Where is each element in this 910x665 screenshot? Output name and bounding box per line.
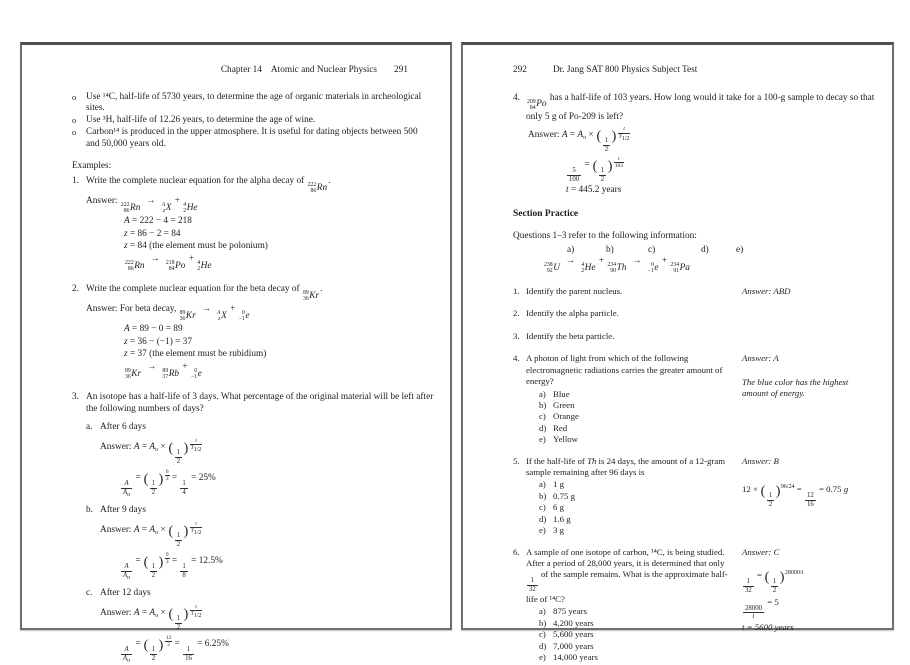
- option-row: [539, 641, 733, 652]
- option-row: [539, 411, 733, 422]
- example-1-step: z = 84 (the element must be polonium): [124, 241, 268, 252]
- option-letter: b): [539, 490, 547, 501]
- practice-q-number: 4.: [513, 353, 520, 364]
- example-1-question: Write the complete nuclear equation for the alpha decay of 222 86 Rn .: [86, 175, 331, 195]
- option-text: Yellow: [553, 434, 579, 445]
- example-3: [72, 391, 434, 665]
- questions-intro: Questions 1–3 refer to the following information:: [513, 231, 697, 242]
- option-letter: e): [539, 525, 546, 536]
- option-text: Orange: [553, 411, 579, 422]
- option-row: [539, 606, 733, 617]
- right-page-header: [513, 65, 874, 77]
- option-row: [539, 423, 733, 434]
- page-left: [20, 42, 452, 664]
- question-4-step: $\frac{5}{100}$ = ( $\frac{1}{2}$ ) $\frac{t}{103}$: [569, 156, 623, 183]
- example-3-part-b: [86, 505, 441, 581]
- practice-q-text: Identify the alpha particle.: [526, 308, 619, 319]
- option-row: [539, 502, 733, 513]
- option-letter: e): [539, 652, 546, 663]
- part-calc-formula: $\frac{A}{Ao}$ = ( $\frac{1}{2}$ ) $\frac{9}{3}$ = $\frac{1}{8}$ = 12.5%: [123, 551, 223, 581]
- examples-label: Examples:: [72, 161, 112, 172]
- decay-chain-equation: 238 92 U → 4 2 He + 234 90 Th → 0 −1 e + 234 91 Pa: [544, 256, 690, 275]
- margin-answer-5: Answer: B: [742, 455, 779, 466]
- option-letter: c): [539, 411, 546, 422]
- option-row: [539, 629, 733, 640]
- part-calc-formula: $\frac{A}{Ao}$ = ( $\frac{1}{2}$ ) $\frac{6}{3}$ = $\frac{1}{4}$ = 25%: [123, 468, 216, 498]
- example-1: [72, 176, 428, 274]
- option-row: [539, 525, 733, 536]
- option-text: 875 years: [553, 606, 587, 617]
- margin-formula-5: 12 × ( $\frac{1}{2}$ )$^{96/24}$ = $\frac{12}{16}$ = 0.75 g: [742, 484, 849, 508]
- option-letter: c): [539, 502, 546, 513]
- part-label: c.: [86, 588, 93, 599]
- choice-letter: a): [567, 245, 575, 255]
- option-letter: a): [539, 606, 546, 617]
- example-1-step: A = 222 − 4 = 218: [124, 215, 192, 226]
- options-list: [539, 389, 733, 446]
- example-1-number: 1.: [72, 175, 79, 186]
- option-row: [539, 434, 733, 445]
- part-title: After 9 days: [100, 505, 146, 516]
- example-2-answer: Answer: For beta decay, 89 36 Kr → A z X + 0 −1 e: [86, 303, 250, 323]
- margin-answer-1: Answer: ABD: [742, 285, 791, 296]
- choice-letters-row: [513, 245, 874, 256]
- question-4-text: 209 84 Po has a half-life of 103 years. How long would it take for a 100-g sample to decay so that only 5 g of Po-209 is left?: [526, 92, 875, 122]
- option-text: 3 g: [553, 525, 564, 536]
- option-letter: a): [539, 388, 546, 399]
- part-label: b.: [86, 505, 93, 516]
- margin-formula-6b: $\frac{28000}{t}$ = 5: [745, 596, 779, 621]
- margin-formula-6a: $\frac{1}{32}$ = ( $\frac{1}{2}$ )$^{28000/t}$: [745, 569, 804, 594]
- practice-question-6: [513, 547, 874, 664]
- option-row: [539, 652, 733, 663]
- question-4-number: 4.: [513, 92, 520, 103]
- question-4-answer-formula: Answer: $A = A_o$ × ( $\frac{1}{2}$ ) $\frac{t}{T1/2}$: [528, 126, 630, 154]
- bullet-marker: o: [72, 126, 77, 137]
- practice-question-4: [513, 353, 874, 445]
- margin-note-4: The blue color has the highest amount of energy.: [742, 376, 849, 399]
- bullet-marker: o: [72, 91, 77, 102]
- part-calc-formula: $\frac{A}{Ao}$ = ( $\frac{1}{2}$ ) $\frac{12}{3}$ = $\frac{1}{16}$ = 6.25%: [123, 634, 229, 664]
- option-text: 1 g: [553, 479, 564, 490]
- chapter-title: Atomic and Nuclear Physics: [270, 65, 378, 75]
- margin-formula-6c: t = 5600 years: [742, 622, 794, 633]
- practice-q-number: 2.: [513, 308, 520, 319]
- choice-letter: e): [736, 245, 744, 255]
- chapter-label: Chapter 14: [220, 65, 262, 75]
- option-text: 7,000 years: [553, 640, 594, 651]
- example-2-number: 2.: [72, 283, 79, 294]
- example-2-question: Write the complete nuclear equation for the beta decay of 89 36 Kr .: [86, 283, 323, 303]
- practice-q-text: Identify the parent nucleus.: [526, 285, 623, 296]
- example-3-part-a: [86, 422, 441, 498]
- example-1-step: z = 86 − 2 = 84: [124, 228, 181, 239]
- option-letter: a): [539, 479, 546, 490]
- part-answer-formula: Answer: $A = A_o$ × ( $\frac{1}{2}$ ) $\frac{t}{T1/2}$: [100, 521, 202, 548]
- practice-q-number: 5.: [513, 455, 520, 466]
- option-text: Blue: [553, 388, 570, 399]
- question-4-worked: [513, 93, 874, 198]
- option-row: [539, 618, 733, 629]
- option-letter: d): [539, 513, 547, 524]
- option-row: [539, 400, 733, 411]
- bullet-item: [72, 127, 424, 150]
- example-1-nuclear-equation: 222 86 Rn → 218 84 Po + 4 2 He: [125, 253, 212, 273]
- practice-q-number: 6.: [513, 546, 520, 557]
- bullet-text: Use ³H, half-life of 12.26 years, to determine the age of wine.: [86, 115, 316, 126]
- example-3-part-c: [86, 588, 441, 664]
- practice-question-2: [513, 308, 874, 320]
- left-page-header: [72, 65, 428, 77]
- option-letter: b): [539, 399, 547, 410]
- option-text: Red: [553, 422, 568, 433]
- practice-q-text: A sample of one isotope of carbon, ¹⁴C, is being studied. After a period of 28,000 years, it is determined that only $\frac{1}{32}$ of the sample remains. What is the approximate half-life of ¹⁴C?: [526, 546, 728, 605]
- option-text: 4,200 years: [553, 617, 594, 628]
- practice-q-text: A photon of light from which of the following electromagnetic radiations carries the greater amount of energy?: [526, 353, 723, 387]
- page-number-left: 291: [394, 65, 408, 75]
- practice-q-number: 1.: [513, 285, 520, 296]
- option-text: 0.75 g: [553, 490, 575, 501]
- options-list: [539, 479, 733, 536]
- part-label: a.: [86, 422, 93, 433]
- book-title: Dr. Jang SAT 800 Physics Subject Test: [552, 65, 698, 75]
- option-row: [539, 514, 733, 525]
- example-2-nuclear-equation: 89 36 Kr → 89 37 Rb + 0 −1 e: [125, 361, 202, 381]
- option-letter: d): [539, 422, 547, 433]
- page-number-right: 292: [513, 65, 527, 75]
- example-2-step: A = 89 − 0 = 89: [124, 323, 183, 334]
- option-row: [539, 491, 733, 502]
- choice-letter: c): [648, 245, 656, 255]
- margin-answer-6: Answer: C: [742, 546, 780, 557]
- choice-letter: b): [606, 245, 614, 255]
- option-text: 5,600 years: [553, 629, 594, 640]
- margin-answer-4: Answer: A: [742, 353, 779, 364]
- example-2-step: z = 37 (the element must be rubidium): [124, 349, 267, 360]
- question-4-result: t = 445.2 years: [566, 184, 622, 195]
- option-text: 1.6 g: [553, 513, 571, 524]
- section-practice-heading: Section Practice: [513, 209, 579, 220]
- practice-question-3: [513, 331, 874, 343]
- option-letter: b): [539, 617, 547, 628]
- option-text: 6 g: [553, 502, 564, 513]
- part-title: After 6 days: [100, 422, 146, 433]
- part-answer-formula: Answer: $A = A_o$ × ( $\frac{1}{2}$ ) $\frac{t}{T1/2}$: [100, 438, 202, 465]
- example-3-number: 3.: [72, 391, 79, 402]
- practice-q-text: Identify the beta particle.: [526, 330, 615, 341]
- practice-q-text: If the half-life of Th is 24 days, the amount of a 12-gram sample remaining after 96 days is: [526, 455, 726, 478]
- example-1-answer: Answer: 222 86 Rn → A z X + 4 2 He: [86, 195, 198, 215]
- example-2-step: z = 36 − (−1) = 37: [124, 336, 192, 347]
- bullet-text: Use ¹⁴C, half-life of 5730 years, to determine the age of organic materials in archeological sites.: [86, 91, 422, 114]
- option-letter: e): [539, 434, 546, 445]
- bullet-item: [72, 92, 424, 115]
- example-3-question: An isotope has a half-life of 3 days. What percentage of the original material will be left after the following numbers of days?: [86, 391, 434, 414]
- option-text: Green: [553, 399, 575, 410]
- practice-q-number: 3.: [513, 330, 520, 341]
- bullet-marker: o: [72, 115, 77, 126]
- page-right: [461, 42, 894, 663]
- option-row: [539, 479, 733, 490]
- bullet-item: [72, 115, 424, 127]
- option-letter: c): [539, 629, 546, 640]
- option-row: [539, 389, 733, 400]
- bullet-text: Carbon¹⁴ is produced in the upper atmosphere. It is useful for dating objects between 500 and 50,000 years old.: [86, 126, 418, 149]
- practice-question-1: [513, 286, 874, 298]
- options-list: [539, 606, 733, 663]
- option-letter: d): [539, 640, 547, 651]
- bullet-list: [72, 92, 424, 151]
- choice-letter: d): [701, 245, 709, 255]
- example-2: [72, 284, 428, 382]
- practice-question-5: [513, 456, 874, 537]
- option-text: 14,000 years: [553, 652, 598, 663]
- part-title: After 12 days: [100, 588, 151, 599]
- part-answer-formula: Answer: $A = A_o$ × ( $\frac{1}{2}$ ) $\frac{t}{T1/2}$: [100, 604, 202, 631]
